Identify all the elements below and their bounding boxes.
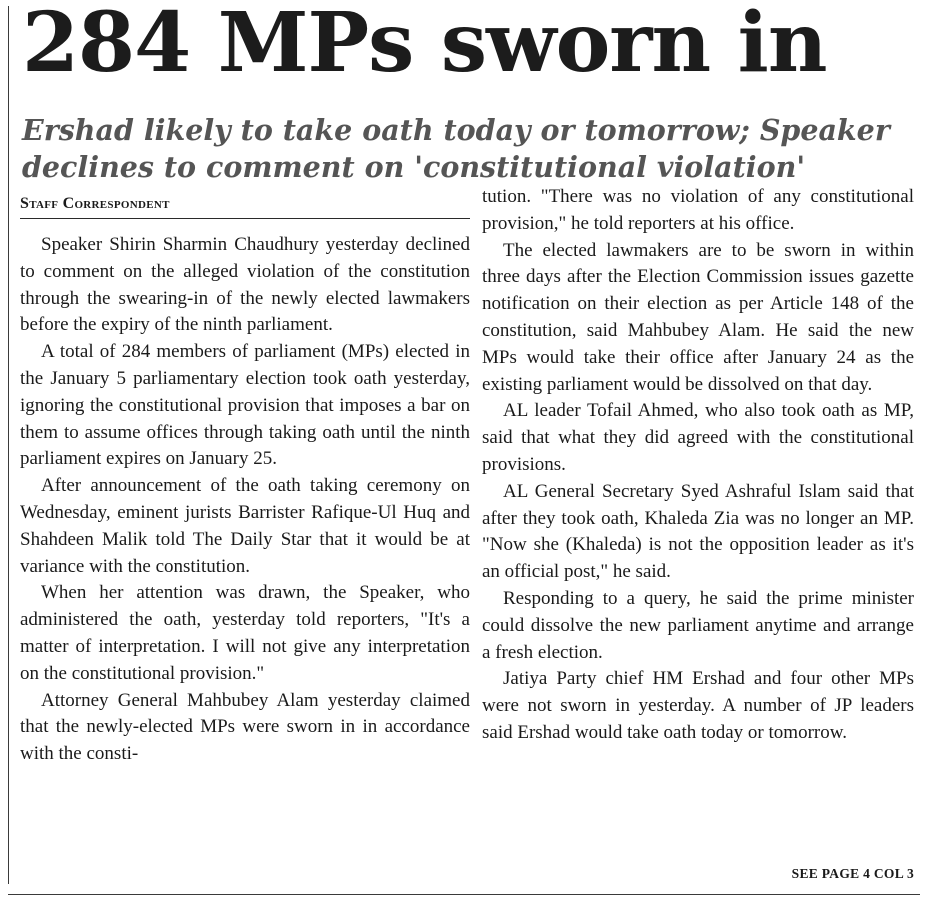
- left-border-rule: [8, 6, 9, 884]
- paragraph: AL leader Tofail Ahmed, who also took oath as MP, said that what they did agreed with the constitutional provisions.: [482, 400, 914, 475]
- paragraph: AL General Secretary Syed Ashraful Islam said that after they took oath, Khaleda Zia was no longer an MP. "Now she (Khaleda) is not the opposition leader as it's an official post," he said.: [482, 480, 914, 583]
- continuation-note: SEE PAGE 4 COL 3: [791, 866, 914, 881]
- paragraph: Jatiya Party chief HM Ershad and four other MPs were not sworn in yesterday. A number of JP leaders said Ershad would take oath today or tomorrow.: [482, 668, 914, 743]
- paragraph-continuation: tution. "There was no violation of any constitutional provision," he told reporters at his office.: [482, 186, 914, 234]
- paragraph: Speaker Shirin Sharmin Chaudhury yesterday declined to comment on the alleged violation of the constitution through the swearing-in of the newly elected lawmakers before the expiry of the ninth parliament.: [20, 234, 470, 336]
- subheadline: Ershad likely to take oath today or tomorrow; Speaker declines to comment on 'constitutional violation': [22, 113, 890, 184]
- left-column: [20, 232, 470, 768]
- byline: Staff Correspondent: [20, 195, 170, 212]
- headline: 284 MPs sworn in: [22, 0, 827, 91]
- paragraph: Attorney General Mahbubey Alam yesterday claimed that the newly-elected MPs were sworn in in accordance with the consti-: [20, 689, 470, 765]
- paragraph: A total of 284 members of parliament (MPs) elected in the January 5 parliamentary election took oath yesterday, ignoring the constitutional provision that imposes a bar on them to assume offices through taking oath until the ninth parliament expires on January 25.: [20, 341, 470, 470]
- right-column: [482, 184, 914, 747]
- paragraph: When her attention was drawn, the Speaker, who administered the oath, yesterday told reporters, "It's a matter of interpretation. I will not give any interpretation on the constitutional provision.": [20, 582, 470, 684]
- paragraph: Responding to a query, he said the prime minister could dissolve the new parliament anytime and arrange a fresh election.: [482, 587, 914, 663]
- byline-rule: [20, 218, 470, 219]
- paragraph: The elected lawmakers are to be sworn in within three days after the Election Commission issues gazette notification on their election as per Article 148 of the constitution, said Mahbubey Alam. He said the new MPs would take their office after January 24 as the existing parliament would be dissolved on that day.: [482, 239, 914, 395]
- bottom-border-rule: [8, 894, 920, 895]
- paragraph: After announcement of the oath taking ceremony on Wednesday, eminent jurists Barrister Rafique-Ul Huq and Shahdeen Malik told The Daily Star that it would be at variance with the constitution.: [20, 475, 470, 577]
